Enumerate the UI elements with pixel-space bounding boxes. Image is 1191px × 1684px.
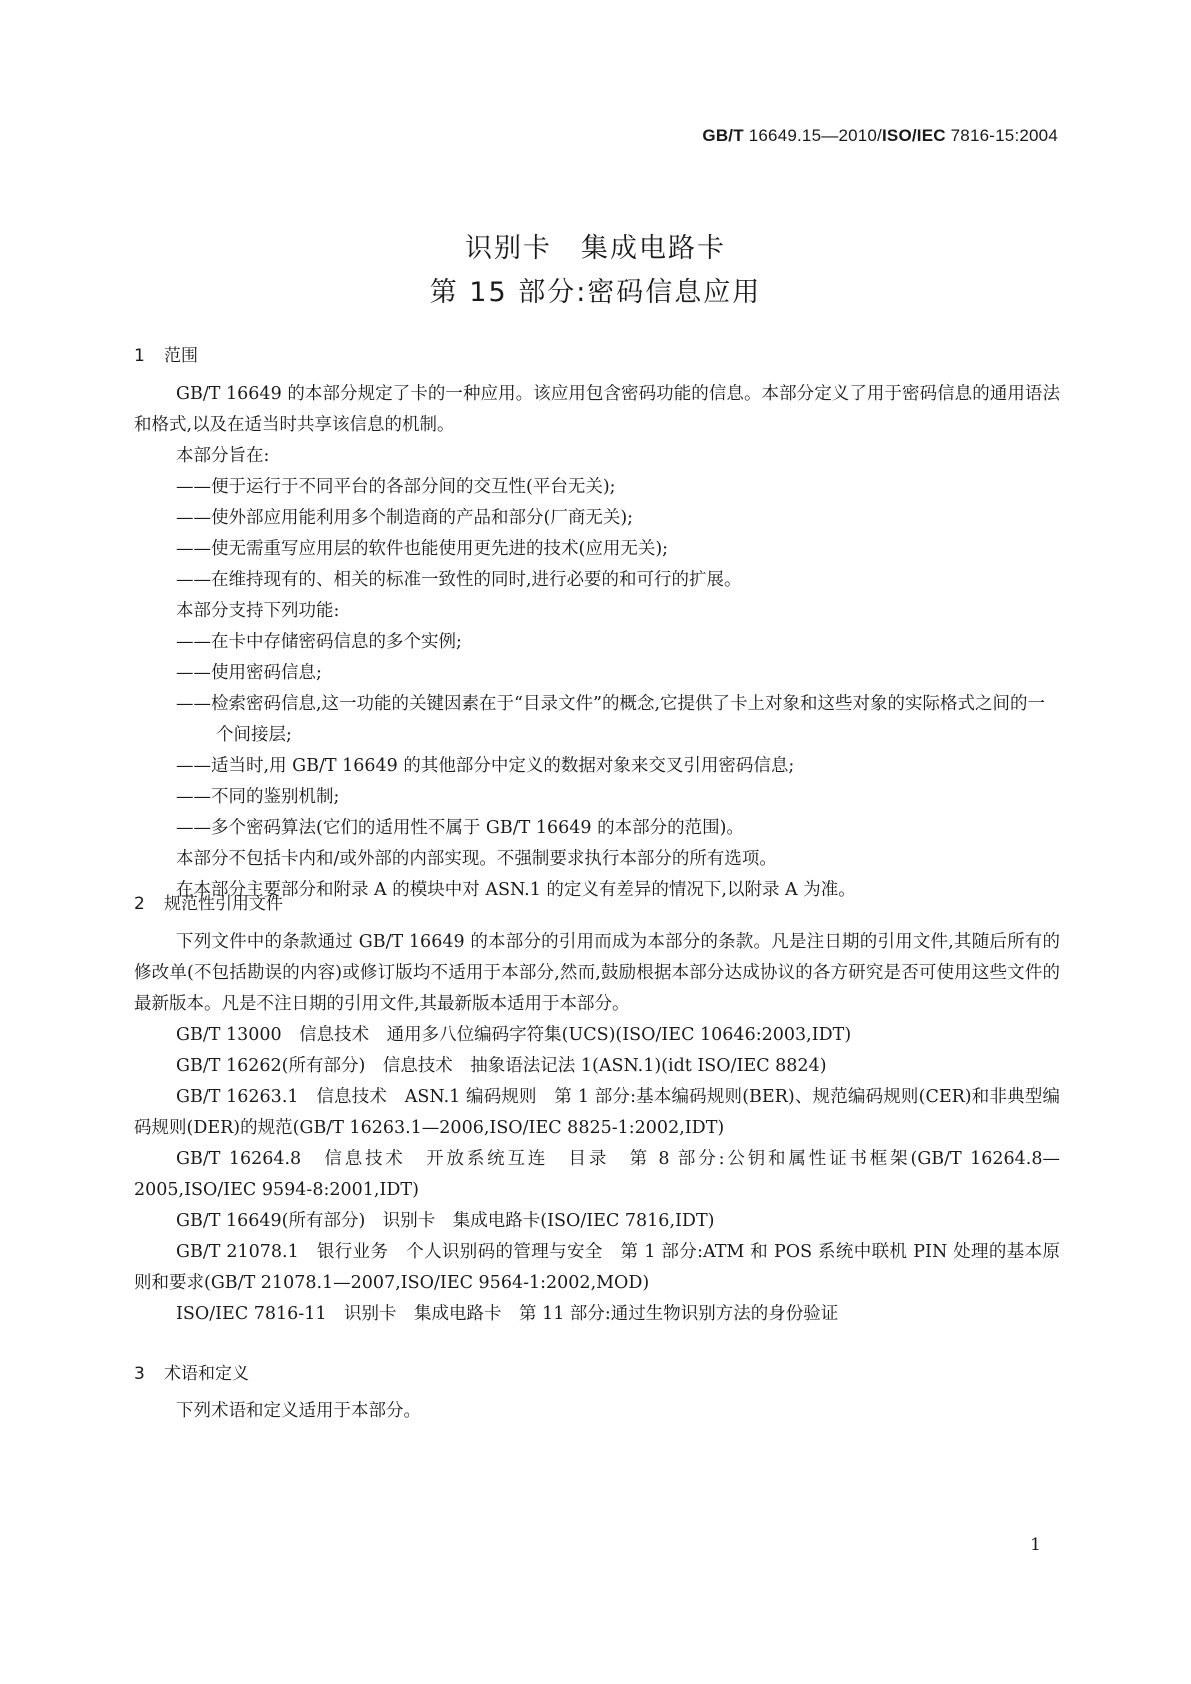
document-title-line1: 识别卡 集成电路卡	[465, 233, 726, 264]
section-title: 术语和定义	[164, 1364, 249, 1384]
list-item: ——检索密码信息,这一功能的关键因素在于“目录文件”的概念,它提供了卡上对象和这些对象的实际格式之间的一个间接层;	[176, 694, 1046, 745]
functions-intro: 本部分支持下列功能:	[176, 601, 340, 621]
section-1-body	[134, 379, 1060, 906]
list-item: ——在卡中存储密码信息的多个实例;	[176, 632, 462, 652]
section-title: 规范性引用文件	[164, 894, 283, 914]
section-number: 2	[134, 894, 145, 914]
reference-item: GB/T 13000 信息技术 通用多八位编码字符集(UCS)(ISO/IEC 10646:2003,IDT)	[176, 1025, 852, 1045]
asn-paragraph: 在本部分主要部分和附录 A 的模块中对 ASN.1 的定义有差异的情况下,以附录 A 为准。	[176, 880, 856, 900]
list-item: ——使用密码信息;	[176, 663, 322, 683]
reference-item: ISO/IEC 7816-11 识别卡 集成电路卡 第 11 部分:通过生物识别方法的身份验证	[176, 1304, 839, 1324]
normative-intro: 下列文件中的条款通过 GB/T 16649 的本部分的引用而成为本部分的条款。凡是注日期的引用文件,其随后所有的修改单(不包括勘误的内容)或修订版均不适用于本部分,然而,鼓励根据本部分达成协议的各方研究是否可使用这些文件的最新版本。凡是不注日期的引用文件,其最新版本适用于本部分。	[134, 932, 1060, 1014]
aims-intro: 本部分旨在:	[176, 446, 270, 466]
standard-prefix: GB/T	[702, 126, 744, 145]
list-item: ——使外部应用能利用多个制造商的产品和部分(厂商无关);	[176, 508, 634, 528]
section-number: 3	[134, 1364, 145, 1384]
reference-item: GB/T 21078.1 银行业务 个人识别码的管理与安全 第 1 部分:ATM 和 POS 系统中联机 PIN 处理的基本原则和要求(GB/T 21078.1—2007,ISO/IEC 9564-1:2002,MOD)	[134, 1242, 1060, 1293]
section-2-body	[134, 927, 1060, 1330]
reference-item: GB/T 16263.1 信息技术 ASN.1 编码规则 第 1 部分:基本编码规则(BER)、规范编码规则(CER)和非典型编码规则(DER)的规范(GB/T 16263.1—2006,ISO/IEC 8825-1:2002,IDT)	[134, 1087, 1060, 1138]
section-1-heading	[134, 341, 198, 366]
reference-item: GB/T 16264.8 信息技术 开放系统互连 目录 第 8 部分:公钥和属性证书框架(GB/T 16264.8—2005,ISO/IEC 9594-8:2001,IDT)	[134, 1149, 1060, 1200]
standard-code: 16649.15—2010/	[743, 126, 882, 145]
reference-item: GB/T 16262(所有部分) 信息技术 抽象语法记法 1(ASN.1)(idt ISO/IEC 8824)	[176, 1056, 827, 1076]
list-item: ——适当时,用 GB/T 16649 的其他部分中定义的数据对象来交叉引用密码信息;	[176, 756, 795, 776]
exclusion-paragraph: 本部分不包括卡内和/或外部的内部实现。不强制要求执行本部分的所有选项。	[176, 849, 777, 869]
list-item: ——不同的鉴别机制;	[176, 787, 340, 807]
list-item: ——在维持现有的、相关的标准一致性的同时,进行必要的和可行的扩展。	[176, 570, 742, 590]
scope-paragraph: GB/T 16649 的本部分规定了卡的一种应用。该应用包含密码功能的信息。本部分定义了用于密码信息的通用语法和格式,以及在适当时共享该信息的机制。	[134, 384, 1060, 435]
section-3-heading	[134, 1359, 249, 1384]
list-item: ——使无需重写应用层的软件也能使用更先进的技术(应用无关);	[176, 539, 669, 559]
section-title: 范围	[164, 346, 198, 366]
reference-item: GB/T 16649(所有部分) 识别卡 集成电路卡(ISO/IEC 7816,IDT)	[176, 1211, 715, 1231]
section-number: 1	[134, 346, 145, 366]
terms-intro: 下列术语和定义适用于本部分。	[176, 1401, 421, 1421]
document-title-line2: 第 15 部分:密码信息应用	[429, 277, 762, 308]
section-3-body	[134, 1396, 1060, 1427]
list-item: ——便于运行于不同平台的各部分间的交互性(平台无关);	[176, 477, 616, 497]
section-2-heading	[134, 889, 283, 914]
iso-prefix: ISO/IEC	[881, 126, 946, 145]
page-number: 1	[1030, 1535, 1041, 1555]
iso-code: 7816-15:2004	[945, 126, 1058, 145]
standard-number	[702, 126, 1058, 146]
list-item: ——多个密码算法(它们的适用性不属于 GB/T 16649 的本部分的范围)。	[176, 818, 744, 838]
